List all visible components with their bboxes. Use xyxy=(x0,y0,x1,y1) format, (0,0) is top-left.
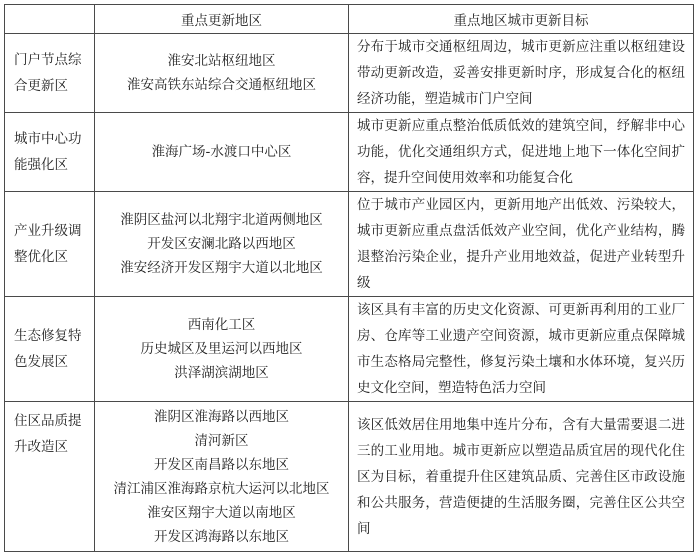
table-row xyxy=(5,34,694,113)
areas-cell xyxy=(95,34,349,113)
category-text: 城市中心功 xyxy=(14,131,82,147)
table-row xyxy=(5,402,694,552)
areas-cell xyxy=(95,297,349,402)
table-row xyxy=(5,192,694,297)
areas-cell xyxy=(95,402,349,552)
area-item: 清江浦区淮海路京杭大运河以北地区 xyxy=(113,480,330,497)
area-item: 开发区南昌路以东地区 xyxy=(154,456,289,473)
category-text: 门户节点综 xyxy=(14,52,82,68)
header-corner-cell xyxy=(5,5,95,34)
goal-cell: 分布于城市交通枢纽周边，城市更新应注重以枢纽建设带动更新改造，妥善安排更新时序，形成复合化的枢纽经济功能，塑造城市门户空间 xyxy=(349,34,694,113)
category-cell xyxy=(5,34,95,113)
header-goals: 重点地区城市更新目标 xyxy=(349,5,694,34)
area-item: 淮安经济开发区翔宇大道以北地区 xyxy=(120,260,323,276)
area-item: 淮安高铁东站综合交通枢纽地区 xyxy=(127,77,316,93)
table-row xyxy=(5,113,694,192)
area-item: 历史城区及里运河以西地区 xyxy=(140,341,303,357)
category-cell xyxy=(5,402,95,552)
category-cell xyxy=(5,113,95,192)
goal-cell: 该区具有丰富的历史文化资源、可更新再利用的工业厂房、仓库等工业遗产空间资源，城市更新应重点保障城市生态格局完整性，修复污染土壤和水体环境，复兴历史文化空间，塑造特色活力空间 xyxy=(349,297,694,402)
area-item: 淮海广场-水渡口中心区 xyxy=(151,144,292,160)
area-item: 清河新区 xyxy=(194,432,249,449)
category-text: 色发展区 xyxy=(14,354,68,370)
area-item: 淮阴区盐河以北翔宇北道两侧地区 xyxy=(120,212,323,228)
table-row xyxy=(5,297,694,402)
area-item: 洪泽湖滨湖地区 xyxy=(174,365,269,381)
category-text: 生态修复特 xyxy=(14,328,82,344)
category-text: 升改造区 xyxy=(14,439,68,455)
goal-cell: 位于城市产业园区内，更新用地产出低效、污染较大，城市更新应重点盘活低效产业空间，优化产业结构，腾退整治污染企业，提升产业用地效益，促进产业转型升级 xyxy=(349,192,694,297)
goal-cell: 城市更新应重点整治低质低效的建筑空间，纾解非中心功能，优化交通组织方式，促进地上地下一体化空间扩容，提升空间使用效率和功能复合化 xyxy=(349,113,694,192)
area-item: 淮安北站枢纽地区 xyxy=(167,53,276,69)
area-item: 淮阴区淮海路以西地区 xyxy=(154,408,289,425)
area-item: 淮安区翔宇大道以南地区 xyxy=(147,504,296,521)
header-areas: 重点更新地区 xyxy=(95,5,349,34)
category-text: 整优化区 xyxy=(14,249,68,265)
category-text: 能强化区 xyxy=(14,157,68,173)
areas-cell xyxy=(95,192,349,297)
category-text: 合更新区 xyxy=(14,78,68,94)
category-cell xyxy=(5,192,95,297)
area-item: 西南化工区 xyxy=(187,317,256,333)
category-text: 产业升级调 xyxy=(14,223,82,239)
renewal-areas-table xyxy=(4,4,694,552)
area-item: 开发区安澜北路以西地区 xyxy=(147,236,296,252)
table-header-row xyxy=(5,5,694,34)
areas-cell xyxy=(95,113,349,192)
area-item: 开发区鸿海路以东地区 xyxy=(154,528,289,545)
goal-cell: 该区低效居住用地集中连片分布，含有大量需要退二进三的工业用地。城市更新应以塑造品质宜居的现代化住区为目标，着重提升住区建筑品质、完善住区市政设施和公共服务，营造便捷的生活服务圈，完善住区公共空间 xyxy=(349,402,694,552)
category-cell xyxy=(5,297,95,402)
category-text: 住区品质提 xyxy=(14,413,82,429)
